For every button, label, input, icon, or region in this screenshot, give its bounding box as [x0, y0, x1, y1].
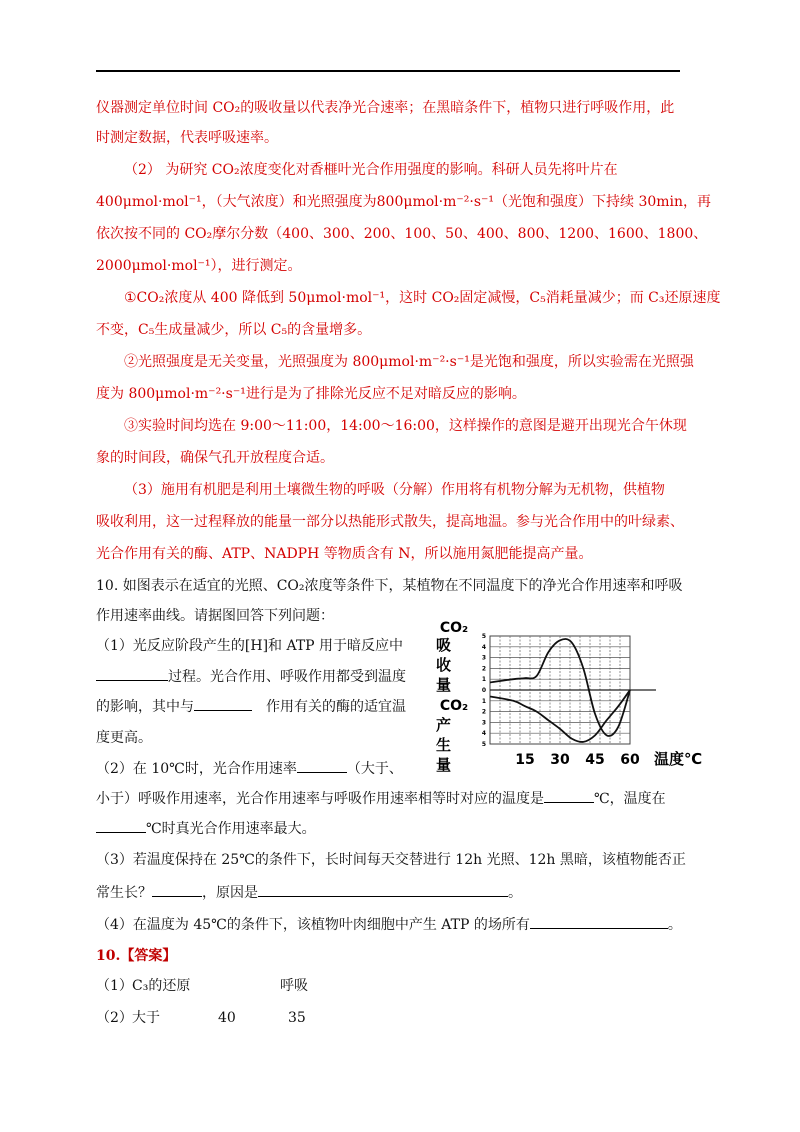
answer-2-number: （2） [96, 1010, 133, 1026]
answer-line: 象的时间段，确保气孔开放程度合适。 [96, 450, 334, 466]
answer-1-value: 呼吸 [280, 978, 308, 994]
x-tick-label: 60 [620, 752, 640, 768]
answer-heading: 10.【答案】 [96, 948, 177, 964]
answer-line: 光合作用有关的酶、ATP、NADPH 等物质含有 N，所以施用氮肥能提高产量。 [96, 546, 593, 562]
question-1: 度更高。 [96, 730, 152, 746]
answer-blank[interactable] [96, 666, 168, 681]
y-label-bottom-char-2: 生 [436, 736, 452, 754]
question-1: 过程。光合作用、呼吸作用都受到温度 [96, 666, 406, 687]
answer-2-value: 35 [288, 1010, 306, 1026]
answer-line: 2000μmol·mol⁻¹），进行测定。 [96, 258, 302, 274]
y-tick-label: 5 [481, 741, 486, 748]
chart-grid [490, 636, 656, 744]
answer-blank[interactable] [297, 758, 347, 773]
y-tick-label: 4 [481, 643, 486, 651]
answer-line: ③实验时间均选在 9:00～11:00，14:00～16:00，这样操作的意图是避开出现光合午休现 [124, 418, 687, 434]
question-2: ℃时真光合作用速率最大。 [96, 818, 316, 839]
answer-line: 仪器测定单位时间 CO₂的吸收量以代表净光合速率；在黑暗条件下，植物只进行呼吸作用，此 [96, 100, 675, 116]
x-tick-label: 45 [585, 752, 605, 768]
answer-blank[interactable] [258, 882, 508, 897]
y-label-top-char-3: 量 [436, 676, 452, 694]
answer-blank[interactable] [530, 914, 668, 929]
answer-line: ②光照强度是无关变量，光照强度为 800μmol·m⁻²·s⁻¹是光饱和强度，所以实验需在光照强 [124, 354, 694, 370]
question-1: （1）光反应阶段产生的[H]和 ATP 用于暗反应中 [96, 638, 404, 654]
answer-1-value: C₃的还原 [132, 978, 191, 994]
temperature-rate-chart [434, 614, 704, 776]
answer-blank[interactable] [96, 818, 146, 833]
question-2: 小于）呼吸作用速率，光合作用速率与呼吸作用速率相等时对应的温度是 ℃，温度在 [96, 788, 666, 809]
question-3: 常生长？ ，原因是 。 [96, 882, 522, 903]
question-stem: 10. 如图表示在适宜的光照、CO₂浓度等条件下，某植物在不同温度下的净光合作用速率和呼吸 [96, 578, 683, 594]
answer-line: 不变，C₅生成量减少，所以 C₅的含量增多。 [96, 322, 372, 338]
answer-2-value: 40 [218, 1010, 236, 1026]
y-label-top: CO₂ [439, 620, 469, 636]
y-tick-label: 2 [481, 708, 486, 716]
header-rule [96, 70, 680, 72]
answer-line: （2） 为研究 CO₂浓度变化对香榧叶光合作用强度的影响。科研人员先将叶片在 [124, 162, 618, 178]
chart-y-labels [436, 620, 468, 774]
question-4: （4）在温度为 45℃的条件下，该植物叶肉细胞中产生 ATP 的场所有 。 [96, 914, 682, 935]
question-2: （2）在 10℃时，光合作用速率 （大于、 [96, 758, 403, 779]
answer-blank[interactable] [544, 788, 594, 803]
y-tick-label: 4 [481, 730, 486, 738]
y-label-bottom-char-1: 产 [436, 716, 452, 734]
answer-line: 时测定数据，代表呼吸速率。 [96, 130, 278, 146]
x-tick-label: 30 [550, 752, 570, 768]
y-label-bottom-char-3: 量 [436, 756, 452, 774]
y-tick-label: 1 [481, 676, 486, 684]
question-3: （3）若温度保持在 25℃的条件下，长时间每天交替进行 12h 光照、12h 黑暗，该植物能否正 [96, 852, 686, 868]
question-stem: 作用速率曲线。请据图回答下列问题： [96, 608, 334, 624]
y-label-top-char-2: 收 [436, 656, 452, 674]
answer-line: 依次按不同的 CO₂摩尔分数（400、300、200、100、50、400、800、1200、1600、1800、 [96, 226, 708, 242]
y-tick-label: 2 [481, 665, 486, 673]
answer-line: ①CO₂浓度从 400 降低到 50μmol·mol⁻¹，这时 CO₂固定减慢，C₅消耗量减少；而 C₃还原速度 [124, 290, 721, 306]
y-tick-label: 1 [481, 697, 486, 705]
y-tick-label: 0 [481, 687, 486, 694]
y-tick-label: 5 [481, 633, 486, 640]
x-tick-label: 15 [515, 752, 535, 768]
answer-2-value: 大于 [132, 1010, 160, 1026]
x-axis-label: 温度℃ [654, 750, 703, 768]
answer-blank[interactable] [152, 882, 202, 897]
question-1: 的影响，其中与 作用有关的酶的适宜温 [96, 696, 406, 717]
answer-1-number: （1） [96, 978, 133, 994]
y-tick-label: 3 [481, 654, 486, 662]
answer-line: （3）施用有机肥是利用土壤微生物的呼吸（分解）作用将有机物分解为无机物，供植物 [124, 482, 665, 498]
answer-line: 吸收利用，这一过程释放的能量一部分以热能形式散失，提高地温。参与光合作用中的叶绿素、 [96, 514, 684, 530]
y-tick-label: 3 [481, 719, 486, 727]
answer-blank[interactable] [194, 696, 252, 711]
y-label-bottom: CO₂ [439, 698, 469, 714]
answer-line: 400μmol·mol⁻¹，（大气浓度）和光照强度为800μmol·m⁻²·s⁻¹（光饱和强度）下持续 30min，再 [96, 194, 712, 210]
y-label-top-char-1: 吸 [436, 636, 452, 654]
answer-line: 度为 800μmol·m⁻²·s⁻¹进行是为了排除光反应不足对暗反应的影响。 [96, 386, 526, 402]
